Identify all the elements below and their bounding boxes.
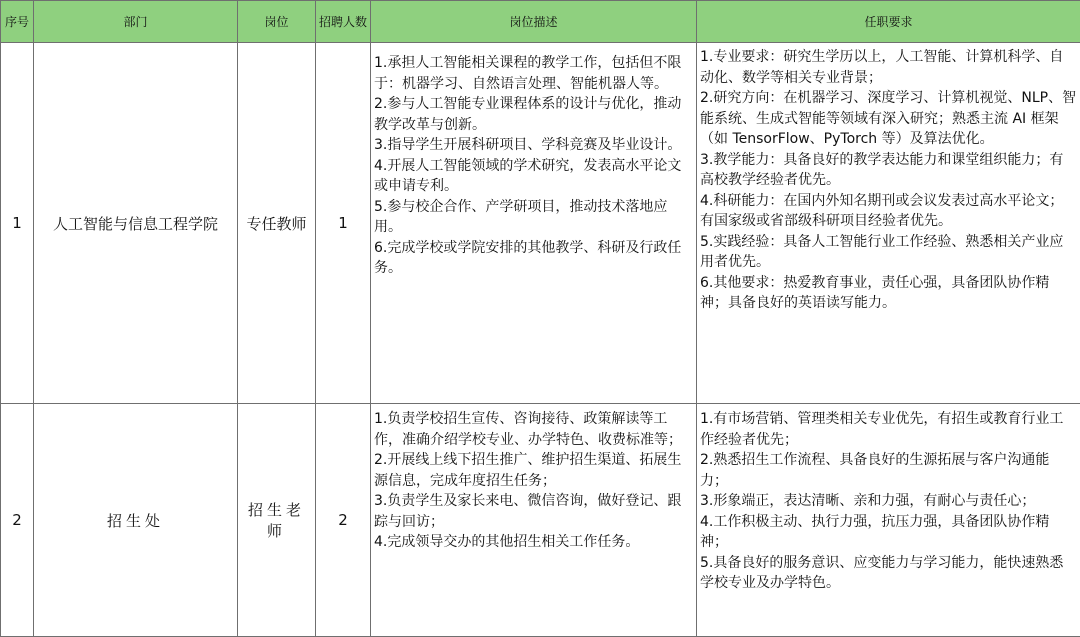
table-row [1,404,1080,637]
description-line: 3.负责学生及家长来电、微信咨询，做好登记、跟踪与回访； [374,493,682,530]
header-description: 岗位描述 [371,1,697,43]
requirement-line: 5.实践经验：具备人工智能行业工作经验、熟悉相关产业应用者优先。 [700,233,1064,270]
cell-count: 1 [316,43,371,404]
cell-count: 2 [316,404,371,637]
cell-no: 1 [1,43,34,404]
description-line: 4.完成领导交办的其他招生相关工作任务。 [374,534,640,550]
description-line: 3.指导学生开展科研项目、学科竞赛及毕业设计。 [374,137,682,153]
header-row [1,1,1080,43]
cell-description [371,404,697,637]
cell-position: 专任教师 [238,43,316,404]
requirement-line: 2.熟悉招生工作流程、具备良好的生源拓展与客户沟通能力； [700,452,1050,489]
header-position: 岗位 [238,1,316,43]
header-requirements: 任职要求 [697,1,1080,43]
cell-department: 人工智能与信息工程学院 [34,43,238,404]
cell-no: 2 [1,404,34,637]
description-line: 2.参与人工智能专业课程体系的设计与优化，推动教学改革与创新。 [374,96,682,133]
requirement-line: 2.研究方向：在机器学习、深度学习、计算机视觉、NLP、智能系统、生成式智能等领域有深入研究；熟悉主流 AI 框架（如 TensorFlow、PyTorch 等）及算法优化。 [700,90,1077,147]
cell-description [371,43,697,404]
requirement-line: 3.教学能力：具备良好的教学表达能力和课堂组织能力；有高校教学经验者优先。 [700,151,1064,188]
cell-requirements [697,43,1080,404]
description-line: 1.负责学校招生宣传、咨询接待、政策解读等工作，准确介绍学校专业、办学特色、收费标准等； [374,411,682,448]
description-line: 5.参与校企合作、产学研项目，推动技术落地应用。 [374,198,668,235]
description-line: 4.开展人工智能领域的学术研究，发表高水平论文或申请专利。 [374,157,682,194]
description-line: 1.承担人工智能相关课程的教学工作，包括但不限于：机器学习、自然语言处理、智能机器人等。 [374,55,682,92]
header-department: 部门 [34,1,238,43]
header-no: 序号 [1,1,34,43]
cell-position: 招生老师 [238,404,316,637]
table-row [1,43,1080,404]
requirement-line: 4.科研能力：在国内外知名期刊或会议发表过高水平论文；有国家级或省部级科研项目经验者优先。 [700,192,1064,229]
cell-requirements [697,404,1080,637]
requirement-line: 4.工作积极主动、执行力强，抗压力强，具备团队协作精神； [700,513,1050,550]
header-count: 招聘人数 [316,1,371,43]
requirement-line: 6.其他要求：热爱教育事业，责任心强，具备团队协作精神；具备良好的英语读写能力。 [700,274,1050,311]
cell-department: 招生处 [34,404,238,637]
requirement-line: 1.专业要求：研究生学历以上，人工智能、计算机科学、自动化、数学等相关专业背景； [700,49,1064,86]
requirement-line: 3.形象端正，表达清晰、亲和力强，有耐心与责任心； [700,493,1036,509]
description-line: 6.完成学校或学院安排的其他教学、科研及行政任务。 [374,239,682,276]
requirement-line: 5.具备良好的服务意识、应变能力与学习能力，能快速熟悉学校专业及办学特色。 [700,554,1064,591]
requirement-line: 1.有市场营销、管理类相关专业优先，有招生或教育行业工作经验者优先； [700,411,1064,448]
description-line: 2.开展线上线下招生推广、维护招生渠道、拓展生源信息，完成年度招生任务； [374,452,682,489]
